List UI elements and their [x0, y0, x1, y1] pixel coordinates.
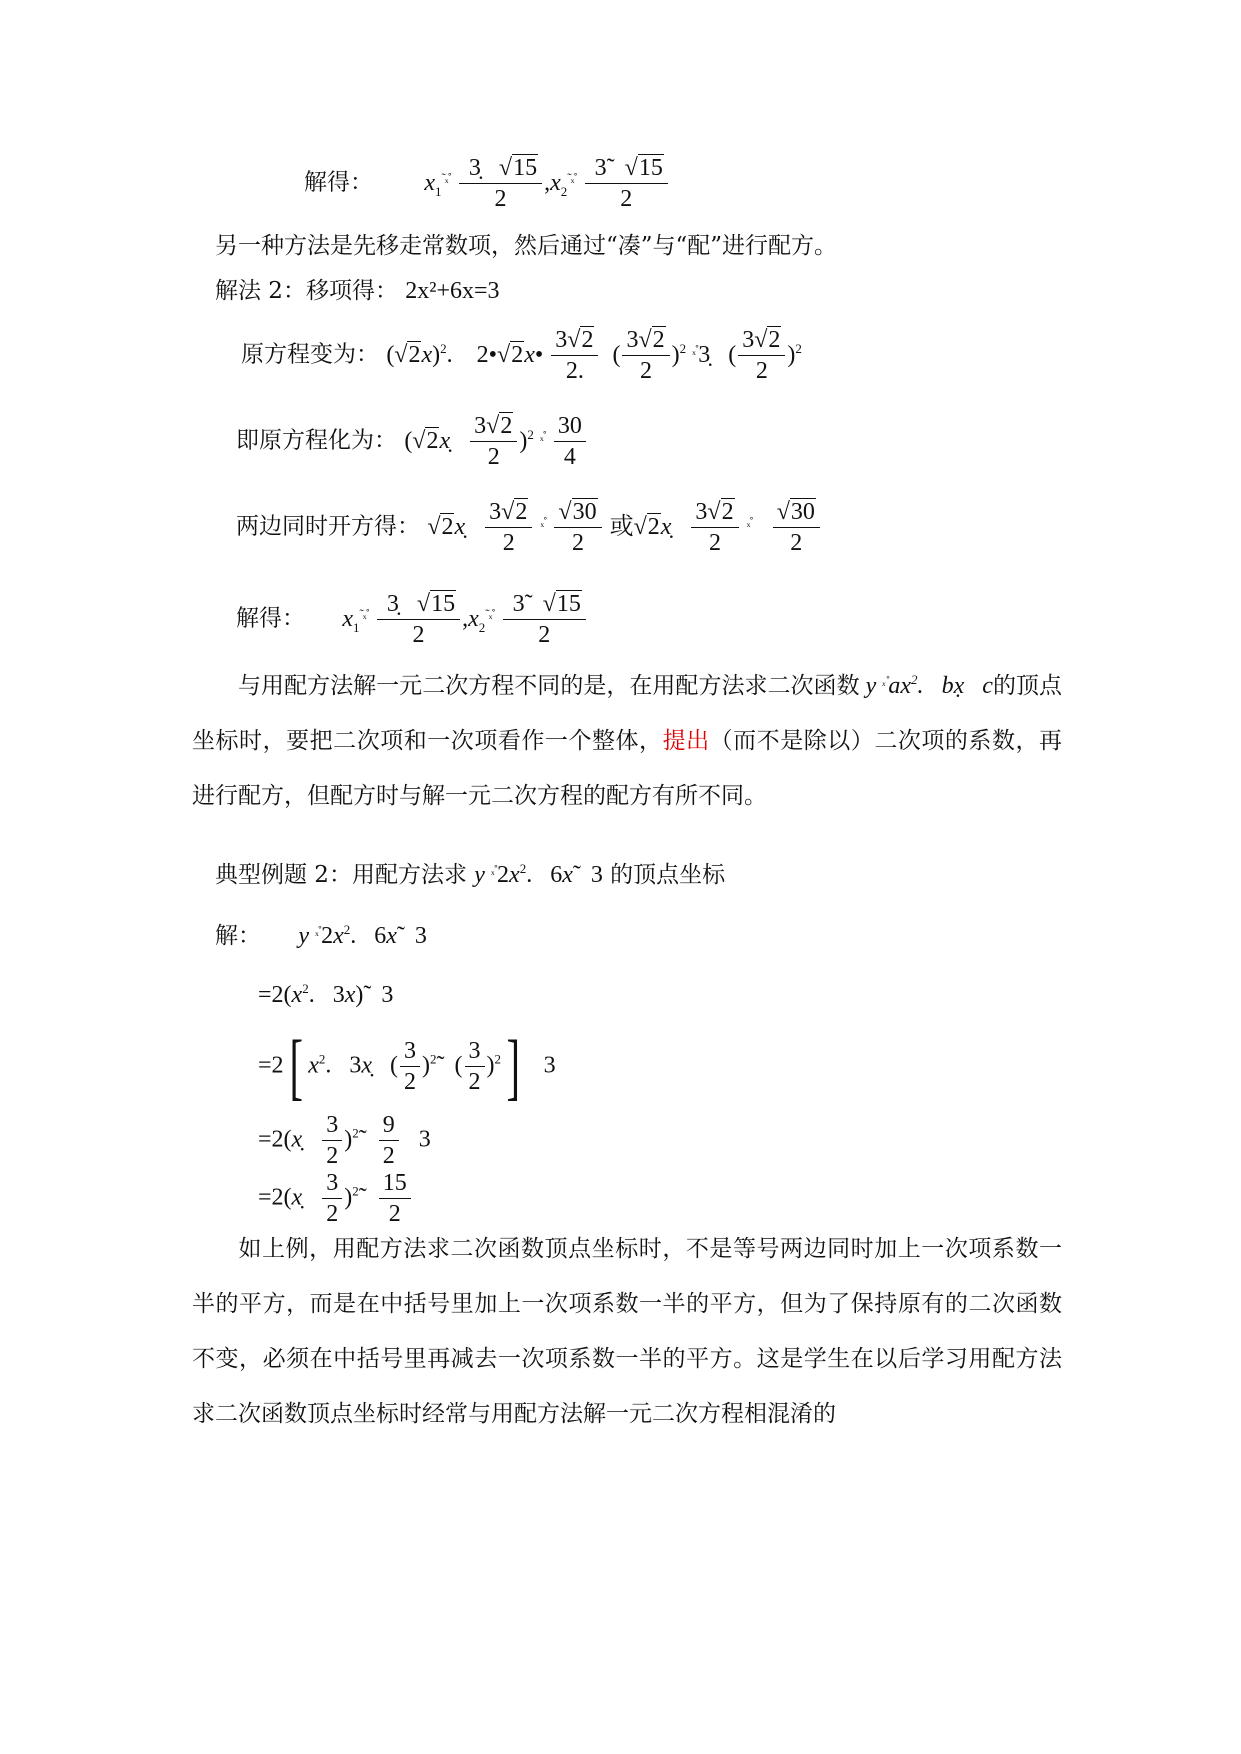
fraction: $\frac{3̃ √15}{2}$	[585, 156, 668, 212]
fraction: $\frac{3̣ √15}{2}$	[459, 156, 542, 212]
paragraph-vertex-method: 与用配方法解一元二次方程不同的是，在用配方法求二次函数 y $^{_x˚}ax^2$. bx̣ c的顶点坐标时，要把二次项和一次项看作一个整体，提出（而不是除以）二次项的系数，再进行配方，但配方时与解一元二次方程的配方有所不同。	[192, 672, 1063, 809]
step-2: =2[ $x^2$. 3x̣ ( $\frac{3}{2}$ )$^2$̃ ( $\frac{3}{2}$ )$^2$] 3	[258, 1026, 556, 1108]
sqrt-both-formula: √2x̣ $\frac{3√2}{2}$ $^{_x˚}$ $\frac{√30}{2}$ 或√2x̣ $\frac{3√2}{2}$ $^{_x˚}$ $\frac{√30}{2}$	[427, 514, 822, 540]
step-1: $=2(x^2$. 3x)̃ 3	[258, 981, 394, 1008]
method-2-equation: 2x²+6x=3	[405, 278, 500, 304]
example-2-label: 典型例题 2：用配方法求	[215, 862, 467, 888]
sqrt-both-line	[236, 500, 822, 556]
step-3: =2(x̣ $\frac{3}{2}$ )$^2$̃ $\frac{9}{2}$ 3	[258, 1112, 431, 1170]
method-intro: 另一种方法是先移走常数项，然后通过“凑”与“配”进行配方。	[215, 233, 838, 259]
method-2-line	[215, 279, 500, 303]
transform-formula: $(√2x)^2$. 2•√2x• $\frac{3√2}{2.}$ ( $\frac{3√2}{2}$ )$^2$ $^{_x˚}$3̣ ( $\frac{3√2}{2}$ )$^2$	[386, 327, 802, 385]
transform-line	[241, 328, 802, 384]
solution-label-2: 解得：	[236, 605, 305, 632]
step-0: 解： y $^{_x˚}2x^2$. 6x̃ 3	[215, 922, 427, 949]
solution-label: 解得：	[304, 169, 373, 196]
sqrt-both-label: 两边同时开方得：	[236, 513, 420, 540]
solution-line-2	[236, 592, 588, 648]
example-2-line	[215, 862, 725, 887]
solution-line-1	[304, 156, 670, 212]
paragraph-conclusion: 如上例，用配方法求二次函数顶点坐标时，不是等号两边同时加上一次项系数一半的平方，而是在中括号里加上一次项系数一半的平方，但为了保持原有的二次函数不变，必须在中括号里再减去一次项系数一半的平方。这是学生在以后学习用配方法求二次函数顶点坐标时经常与用配方法解一元二次方程相混淆的	[192, 1236, 1062, 1427]
highlight-text: 提出	[662, 728, 710, 754]
example-2-suffix: 的顶点坐标	[610, 862, 726, 888]
transform-label: 原方程变为：	[241, 341, 379, 368]
equivalent-line	[236, 414, 588, 470]
solution-prefix: 解：	[215, 923, 261, 949]
example-2-function: y $^{_x˚}2x^2$. 6x̃ 3	[474, 861, 603, 888]
solution-formula-2: $x_1^{˜_x˚}$ $\frac{3̣ √15}{2}$ $,x_2^{˜_x˚}$ $\frac{3̃ √15}{2}$	[342, 606, 588, 632]
equivalent-formula: (√2x̣ $\frac{3√2}{2}$ )$^2$ $^{_x˚}$ $\frac{30}{4}$	[404, 428, 588, 454]
equivalent-label: 即原方程化为：	[236, 427, 397, 454]
solution-formula: $x_1^{˜_x˚}$ $\frac{3̣ √15}{2}$ $,x_2^{˜_x˚}$ $\frac{3̃ √15}{2}$	[424, 170, 670, 196]
method-2-label: 解法 2：移项得：	[215, 278, 398, 304]
step-4: =2(x̣ $\frac{3}{2}$ )$^2$̃ $\frac{15}{2}$	[258, 1171, 413, 1227]
